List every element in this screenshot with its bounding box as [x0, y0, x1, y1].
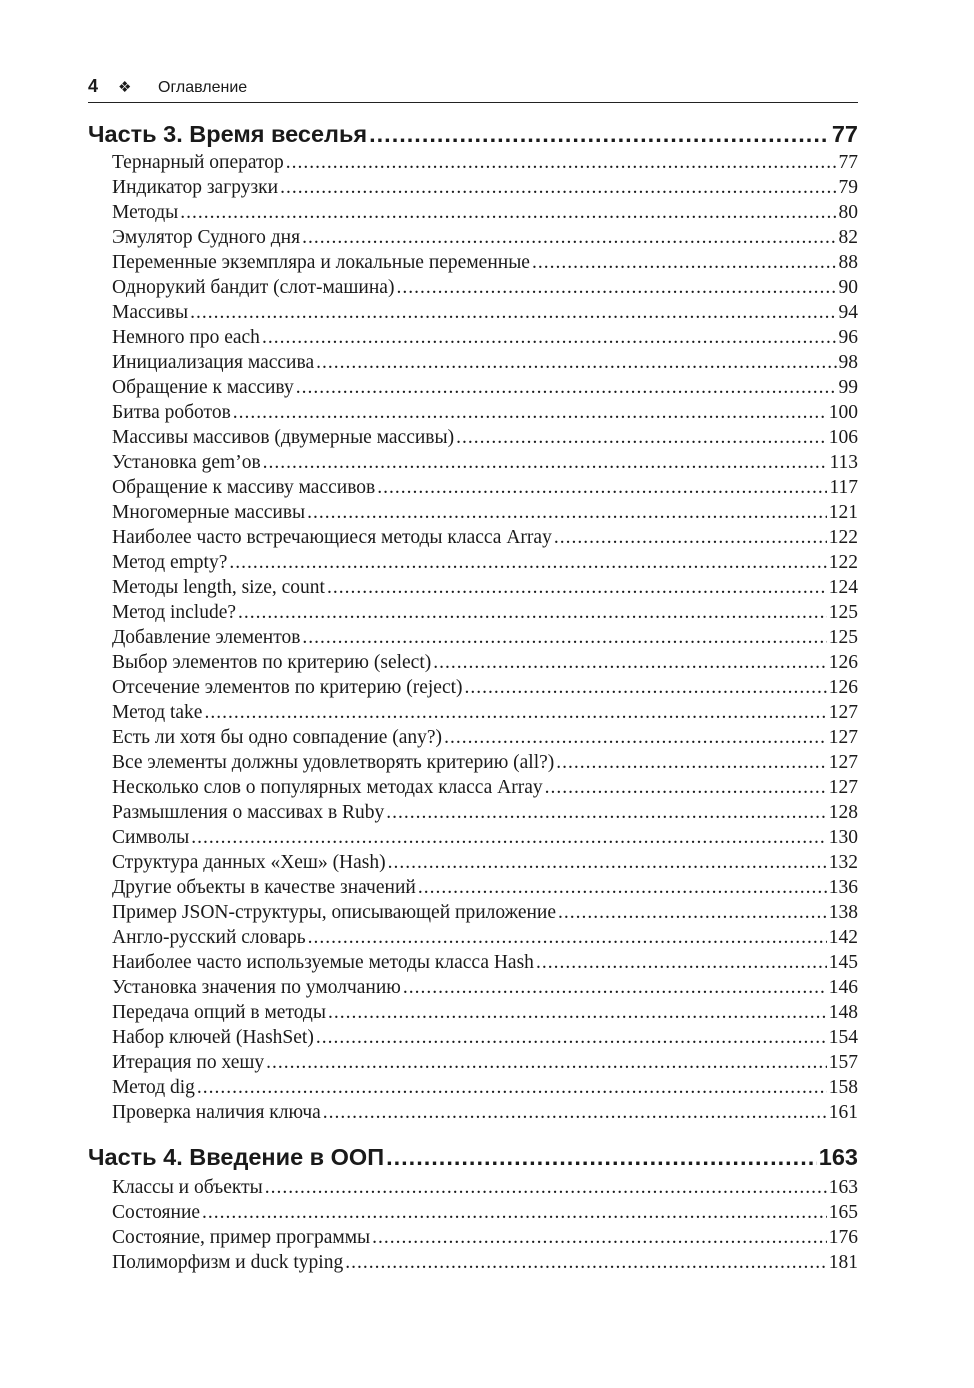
entry-title: Другие объекты в качестве значений — [112, 877, 416, 898]
entry-title: Методы length, size, count — [112, 577, 325, 598]
entry-title: Отсечение элементов по критерию (reject) — [112, 677, 463, 698]
entry-page-number: 165 — [828, 1202, 858, 1223]
dot-leader — [554, 525, 827, 550]
dot-leader — [190, 300, 836, 325]
toc-entry[interactable] — [88, 700, 858, 725]
dot-leader — [345, 1250, 827, 1275]
toc-entry[interactable] — [88, 1225, 858, 1250]
entry-title: Состояние, пример программы — [112, 1227, 371, 1248]
dot-leader — [191, 825, 827, 850]
entry-page-number: 127 — [828, 777, 858, 798]
toc-entry[interactable] — [88, 575, 858, 600]
toc-entry[interactable] — [88, 525, 858, 550]
entry-page-number: 79 — [838, 177, 858, 198]
entry-title: Наиболее часто используемые методы класса Hash — [112, 952, 534, 973]
entry-page-number: 122 — [828, 552, 858, 573]
entry-page-number: 138 — [828, 902, 858, 923]
entry-title: Метод dig — [112, 1077, 195, 1098]
entry-title: Индикатор загрузки — [112, 177, 279, 198]
dot-leader — [545, 775, 827, 800]
dot-leader — [418, 875, 827, 900]
dot-leader — [204, 700, 826, 725]
entry-page-number: 124 — [828, 577, 858, 598]
dot-leader — [372, 1225, 827, 1250]
entry-page-number: 146 — [828, 977, 858, 998]
dot-leader — [296, 375, 837, 400]
dot-leader — [263, 450, 828, 475]
entry-title: Полиморфизм и duck typing — [112, 1252, 344, 1273]
dot-leader — [328, 1000, 827, 1025]
entry-page-number: 176 — [828, 1227, 858, 1248]
entry-page-number: 98 — [838, 352, 858, 373]
toc-entry[interactable] — [88, 850, 858, 875]
entry-title: Метод take — [112, 702, 203, 723]
entry-page-number: 77 — [838, 152, 858, 173]
toc-entry[interactable] — [88, 875, 858, 900]
entry-page-number: 94 — [838, 302, 858, 323]
toc-entry[interactable] — [88, 550, 858, 575]
entry-title: Битва роботов — [112, 402, 231, 423]
entry-page-number: 82 — [838, 227, 858, 248]
dot-leader — [532, 250, 837, 275]
entry-title: Методы — [112, 202, 179, 223]
part-page-number: 77 — [831, 121, 858, 147]
entry-title: Добавление элементов — [112, 627, 301, 648]
entry-title: Итерация по хешу — [112, 1052, 265, 1073]
entry-title: Переменные экземпляра и локальные переменные — [112, 252, 530, 273]
dot-leader — [536, 950, 827, 975]
dot-leader — [386, 1142, 817, 1172]
entry-title: Есть ли хотя бы одно совпадение (any?) — [112, 727, 443, 748]
dot-leader — [456, 425, 827, 450]
entry-page-number: 90 — [838, 277, 858, 298]
dot-leader — [229, 550, 826, 575]
toc-entry[interactable] — [88, 625, 858, 650]
entry-title: Несколько слов о популярных методах класса Array — [112, 777, 543, 798]
toc-entry[interactable] — [88, 150, 858, 175]
toc-entry[interactable] — [88, 175, 858, 200]
part-page-number: 163 — [818, 1144, 858, 1170]
entry-title: Состояние — [112, 1202, 201, 1223]
entry-title: Инициализация массива — [112, 352, 315, 373]
toc-entry[interactable] — [88, 300, 858, 325]
dot-leader — [403, 975, 827, 1000]
dot-leader — [323, 1100, 827, 1125]
entry-title: Массивы — [112, 302, 189, 323]
entry-page-number: 128 — [828, 802, 858, 823]
entry-title: Массивы массивов (двумерные массивы) — [112, 427, 455, 448]
entry-page-number: 121 — [828, 502, 858, 523]
entry-title: Установка gem’ов — [112, 452, 261, 473]
dot-leader — [316, 1025, 827, 1050]
entry-page-number: 132 — [828, 852, 858, 873]
dot-leader — [286, 150, 837, 175]
entry-page-number: 96 — [838, 327, 858, 348]
dot-leader — [302, 625, 826, 650]
dot-leader — [433, 650, 827, 675]
entry-title: Набор ключей (HashSet) — [112, 1027, 314, 1048]
entry-title: Размышления о массивах в Ruby — [112, 802, 385, 823]
dot-leader — [266, 1050, 827, 1075]
entry-title: Метод empty? — [112, 552, 228, 573]
entry-page-number: 148 — [828, 1002, 858, 1023]
entry-title: Символы — [112, 827, 190, 848]
toc-entry[interactable] — [88, 775, 858, 800]
dot-leader — [265, 1175, 827, 1200]
part-title: Часть 4. Введение в ООП — [88, 1144, 385, 1170]
dot-leader — [369, 119, 830, 149]
toc-entry[interactable] — [88, 925, 858, 950]
entry-title: Проверка наличия ключа — [112, 1102, 321, 1123]
dot-leader — [202, 1200, 827, 1225]
entry-page-number: 80 — [838, 202, 858, 223]
entry-page-number: 157 — [828, 1052, 858, 1073]
dot-leader — [307, 500, 827, 525]
toc-entry[interactable] — [88, 1000, 858, 1025]
toc-entry[interactable] — [88, 225, 858, 250]
entry-title: Передача опций в методы — [112, 1002, 326, 1023]
toc-part-heading[interactable] — [88, 1142, 858, 1172]
entry-page-number: 106 — [828, 427, 858, 448]
dot-leader — [233, 400, 827, 425]
dot-leader — [262, 325, 837, 350]
toc-entry[interactable] — [88, 900, 858, 925]
toc-entry[interactable] — [88, 725, 858, 750]
entry-title: Структура данных «Хеш» (Hash) — [112, 852, 386, 873]
toc-entry[interactable] — [88, 1075, 858, 1100]
entry-page-number: 113 — [829, 452, 858, 473]
entry-page-number: 145 — [828, 952, 858, 973]
toc-entry[interactable] — [88, 1200, 858, 1225]
toc-entry[interactable] — [88, 650, 858, 675]
toc-entry[interactable] — [88, 600, 858, 625]
part-title: Часть 3. Время веселья — [88, 121, 368, 147]
toc-entry[interactable] — [88, 500, 858, 525]
entry-page-number: 125 — [828, 602, 858, 623]
entry-page-number: 117 — [829, 477, 858, 498]
entry-title: Англо-русский словарь — [112, 927, 306, 948]
entry-page-number: 127 — [828, 702, 858, 723]
toc-entry[interactable] — [88, 800, 858, 825]
entry-page-number: 99 — [838, 377, 858, 398]
entry-title: Пример JSON-структуры, описывающей приложение — [112, 902, 557, 923]
entry-title: Многомерные массивы — [112, 502, 306, 523]
toc-entry[interactable] — [88, 250, 858, 275]
entry-title: Тернарный оператор — [112, 152, 284, 173]
entry-page-number: 130 — [828, 827, 858, 848]
entry-page-number: 125 — [828, 627, 858, 648]
entry-title: Эмулятор Судного дня — [112, 227, 301, 248]
entry-page-number: 161 — [828, 1102, 858, 1123]
toc-entry[interactable] — [88, 1100, 858, 1125]
dot-leader — [238, 600, 827, 625]
dot-leader — [180, 200, 836, 225]
dot-leader — [556, 750, 826, 775]
entry-title: Наиболее часто встречающиеся методы класса Array — [112, 527, 552, 548]
dot-leader — [444, 725, 827, 750]
toc-entry[interactable] — [88, 425, 858, 450]
page-number: 4 — [88, 76, 99, 96]
entry-page-number: 136 — [828, 877, 858, 898]
dot-leader — [386, 800, 826, 825]
entry-page-number: 127 — [828, 727, 858, 748]
entry-page-number: 163 — [828, 1177, 858, 1198]
entry-page-number: 122 — [828, 527, 858, 548]
entry-title: Классы и объекты — [112, 1177, 263, 1198]
toc-entry[interactable] — [88, 275, 858, 300]
ornament-icon: ❖ — [118, 79, 132, 96]
entry-page-number: 142 — [828, 927, 858, 948]
entry-page-number: 158 — [828, 1077, 858, 1098]
toc-entry[interactable] — [88, 200, 858, 225]
running-title: Оглавление — [158, 79, 248, 96]
toc-entry[interactable] — [88, 1050, 858, 1075]
entry-page-number: 100 — [828, 402, 858, 423]
dot-leader — [377, 475, 827, 500]
toc-entry[interactable] — [88, 375, 858, 400]
entry-title: Обращение к массиву массивов — [112, 477, 376, 498]
toc-entry[interactable] — [88, 450, 858, 475]
toc-entry[interactable] — [88, 400, 858, 425]
entry-title: Установка значения по умолчанию — [112, 977, 401, 998]
toc-entry[interactable] — [88, 475, 858, 500]
entry-page-number: 126 — [828, 652, 858, 673]
dot-leader — [302, 225, 836, 250]
entry-page-number: 154 — [828, 1027, 858, 1048]
entry-title: Немного про each — [112, 327, 260, 348]
toc-entry[interactable] — [88, 1250, 858, 1275]
entry-page-number: 181 — [828, 1252, 858, 1273]
entry-title: Обращение к массиву — [112, 377, 294, 398]
toc-entry[interactable] — [88, 825, 858, 850]
entry-title: Выбор элементов по критерию (select) — [112, 652, 432, 673]
dot-leader — [280, 175, 836, 200]
toc-page — [88, 76, 858, 1275]
entry-page-number: 88 — [838, 252, 858, 273]
toc-part-heading[interactable] — [88, 119, 858, 149]
entry-title: Однорукий бандит (слот-машина) — [112, 277, 395, 298]
running-header — [88, 76, 858, 103]
entry-page-number: 126 — [828, 677, 858, 698]
toc-entry[interactable] — [88, 950, 858, 975]
entry-title: Метод include? — [112, 602, 237, 623]
toc-entry-list — [88, 150, 858, 1125]
entry-title: Все элементы должны удовлетворять критерию (all?) — [112, 752, 555, 773]
dot-leader — [316, 350, 836, 375]
toc-entry[interactable] — [88, 1175, 858, 1200]
dot-leader — [558, 900, 827, 925]
table-of-contents — [88, 119, 858, 1275]
toc-entry[interactable] — [88, 350, 858, 375]
toc-entry[interactable] — [88, 750, 858, 775]
dot-leader — [388, 850, 827, 875]
toc-entry[interactable] — [88, 675, 858, 700]
toc-entry[interactable] — [88, 1025, 858, 1050]
toc-entry[interactable] — [88, 975, 858, 1000]
toc-entry-list — [88, 1175, 858, 1275]
dot-leader — [327, 575, 827, 600]
dot-leader — [197, 1075, 827, 1100]
entry-page-number: 127 — [828, 752, 858, 773]
toc-entry[interactable] — [88, 325, 858, 350]
dot-leader — [396, 275, 836, 300]
dot-leader — [465, 675, 827, 700]
dot-leader — [308, 925, 827, 950]
